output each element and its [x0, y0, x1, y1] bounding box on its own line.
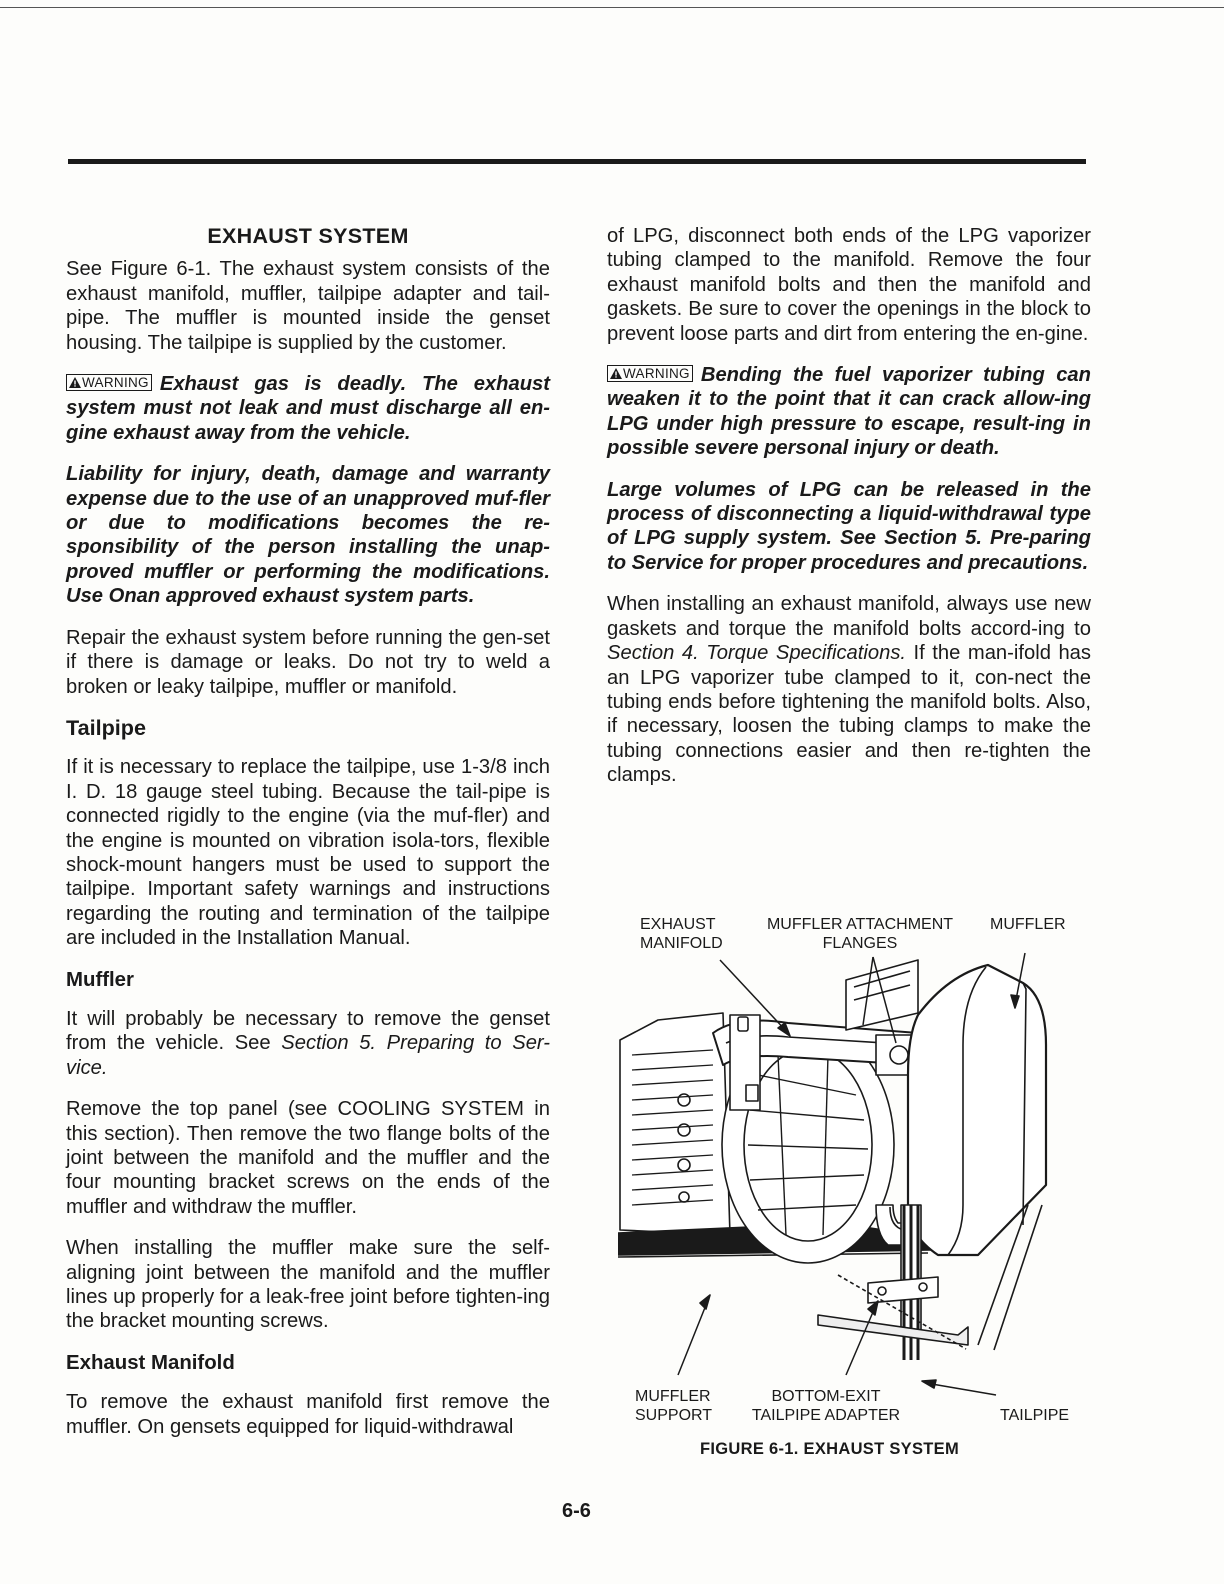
label-exhaust-manifold — [640, 915, 723, 953]
label-tailpipe-adapter: TAILPIPE ADAPTER — [751, 1407, 901, 1424]
exhaust-manifold-heading: Exhaust Manifold — [66, 1351, 235, 1374]
label-muffler-support — [635, 1387, 712, 1425]
label-flanges: FLANGES — [822, 935, 898, 952]
install-manifold-paragraph — [607, 592, 1091, 787]
page-number: 6-6 — [562, 1500, 591, 1522]
warning-triangle-icon — [69, 377, 81, 388]
muffler-paragraph-3: When installing the muffler make sure the self-aligning joint between the manifold and the muffler lines up properly for a leak-free joint before tighten-ing the bracket mounting screws. — [66, 1237, 550, 1333]
exhaust-system-drawing — [618, 905, 1088, 1465]
exhaust-gas-warning — [66, 372, 550, 445]
top-hairline — [0, 7, 1224, 8]
label-muffler-2: MUFFLER — [635, 1388, 711, 1405]
warning-badge-label: WARNING — [82, 375, 149, 391]
exhaust-system-figure — [618, 905, 1088, 1465]
section-reference: Section 5. Preparing to Ser-vice. — [66, 1032, 550, 1079]
left-column — [66, 224, 550, 1456]
torque-reference: Section 4. Torque Specifications. — [607, 642, 907, 665]
lpg-volume-warning: Large volumes of LPG can be released in the process of disconnecting a liquid-withdrawal type of LPG supply system. See Section 5. Pre-paring to Service for proper procedures and precautions. — [607, 478, 1091, 574]
lpg-paragraph: of LPG, disconnect both ends of the LPG vaporizer tubing clamped to the manifold. Remove the four exhaust manifold bolts and then the manifold and gaskets. Be sure to cover the openings in the block to prevent loose parts and dirt from entering the en-gine. — [607, 225, 1091, 345]
right-column — [607, 224, 1091, 805]
tailpipe-paragraph: If it is necessary to replace the tailpipe, use 1-3/8 inch I. D. 18 gauge steel tubing. Because the tail-pipe is connected rigidly to the engine (via the muf-fler) and the engine is mounted on vibration isola-tors, flexible shock-mount hangers must be used to support the tailpipe. Important safety warnings and instructions regarding the routing and termination of the tailpipe are included in the Installation Manual. — [66, 756, 550, 950]
muffler-text: It will probably be necessary to remove the genset from the vehicle. See — [66, 1007, 550, 1055]
repair-paragraph: Repair the exhaust system before running the gen-set if there is damage or leaks. Do not try to weld a broken or leaky tailpipe, muffler or manifold. — [66, 626, 550, 698]
header-rule — [68, 159, 1086, 164]
warning-badge-label: WARNING — [623, 366, 690, 382]
warning-text: Bending the fuel vaporizer tubing can weaken it to the point that it can crack allow-ing LPG under high pressure to escape, result-ing in possible severe personal injury or death. — [607, 364, 1091, 460]
install-text-post: If the man-ifold has an LPG vaporizer tube clamped to it, con-nect the tubing ends before tightening the manifold bolts. Also, if necessary, loosen the tubing clamps to make the tubing connections easier and then re-tighten the clamps. — [607, 642, 1091, 787]
label-bottom-exit: BOTTOM-EXIT — [771, 1388, 881, 1405]
muffler-paragraph-2: Remove the top panel (see COOLING SYSTEM in this section). Then remove the two flange bolts of the joint between the manifold and the muffler and the four mounting bracket screws on the ends of the muffler and withdraw the muffler. — [66, 1098, 550, 1218]
warning-badge — [607, 365, 693, 382]
warning-badge — [66, 374, 152, 391]
label-tailpipe: TAILPIPE — [1000, 1407, 1070, 1424]
label-support: SUPPORT — [635, 1407, 713, 1424]
tailpipe-heading: Tailpipe — [66, 714, 146, 740]
install-text-pre: When installing an exhaust manifold, always use new gaskets and torque the manifold bolts accord-ing to — [607, 593, 1091, 640]
label-bottom-exit-tailpipe-adapter — [746, 1387, 906, 1425]
label-exhaust: EXHAUST — [640, 916, 716, 933]
vaporizer-warning — [607, 363, 1091, 461]
label-muffler-attachment-flanges — [756, 915, 964, 953]
label-muffler-attachment: MUFFLER ATTACHMENT — [766, 916, 954, 933]
intro-paragraph: See Figure 6-1. The exhaust system consists of the exhaust manifold, muffler, tailpipe adapter and tail-pipe. The muffler is mounted inside the genset housing. The tailpipe is supplied by the customer. — [66, 258, 550, 354]
muffler-heading: Muffler — [66, 968, 134, 991]
warning-triangle-icon — [610, 368, 622, 379]
muffler-paragraph-1 — [66, 1007, 550, 1080]
section-title: EXHAUST SYSTEM — [207, 224, 409, 248]
label-muffler: MUFFLER — [990, 916, 1066, 933]
manifold-paragraph: To remove the exhaust manifold first remove the muffler. On gensets equipped for liquid-withdrawal — [66, 1391, 550, 1438]
liability-warning: Liability for injury, death, damage and warranty expense due to the use of an unapproved muf-fler or due to modifications becomes the re-sponsibility of the person installing the unap-proved muffler or performing the modifications. Use Onan approved exhaust system parts. — [66, 463, 550, 608]
warning-text: Exhaust gas is deadly. The exhaust system must not leak and must discharge all en-gine exhaust away from the vehicle. — [66, 373, 550, 444]
label-manifold: MANIFOLD — [640, 935, 723, 952]
figure-caption: FIGURE 6-1. EXHAUST SYSTEM — [700, 1440, 960, 1458]
